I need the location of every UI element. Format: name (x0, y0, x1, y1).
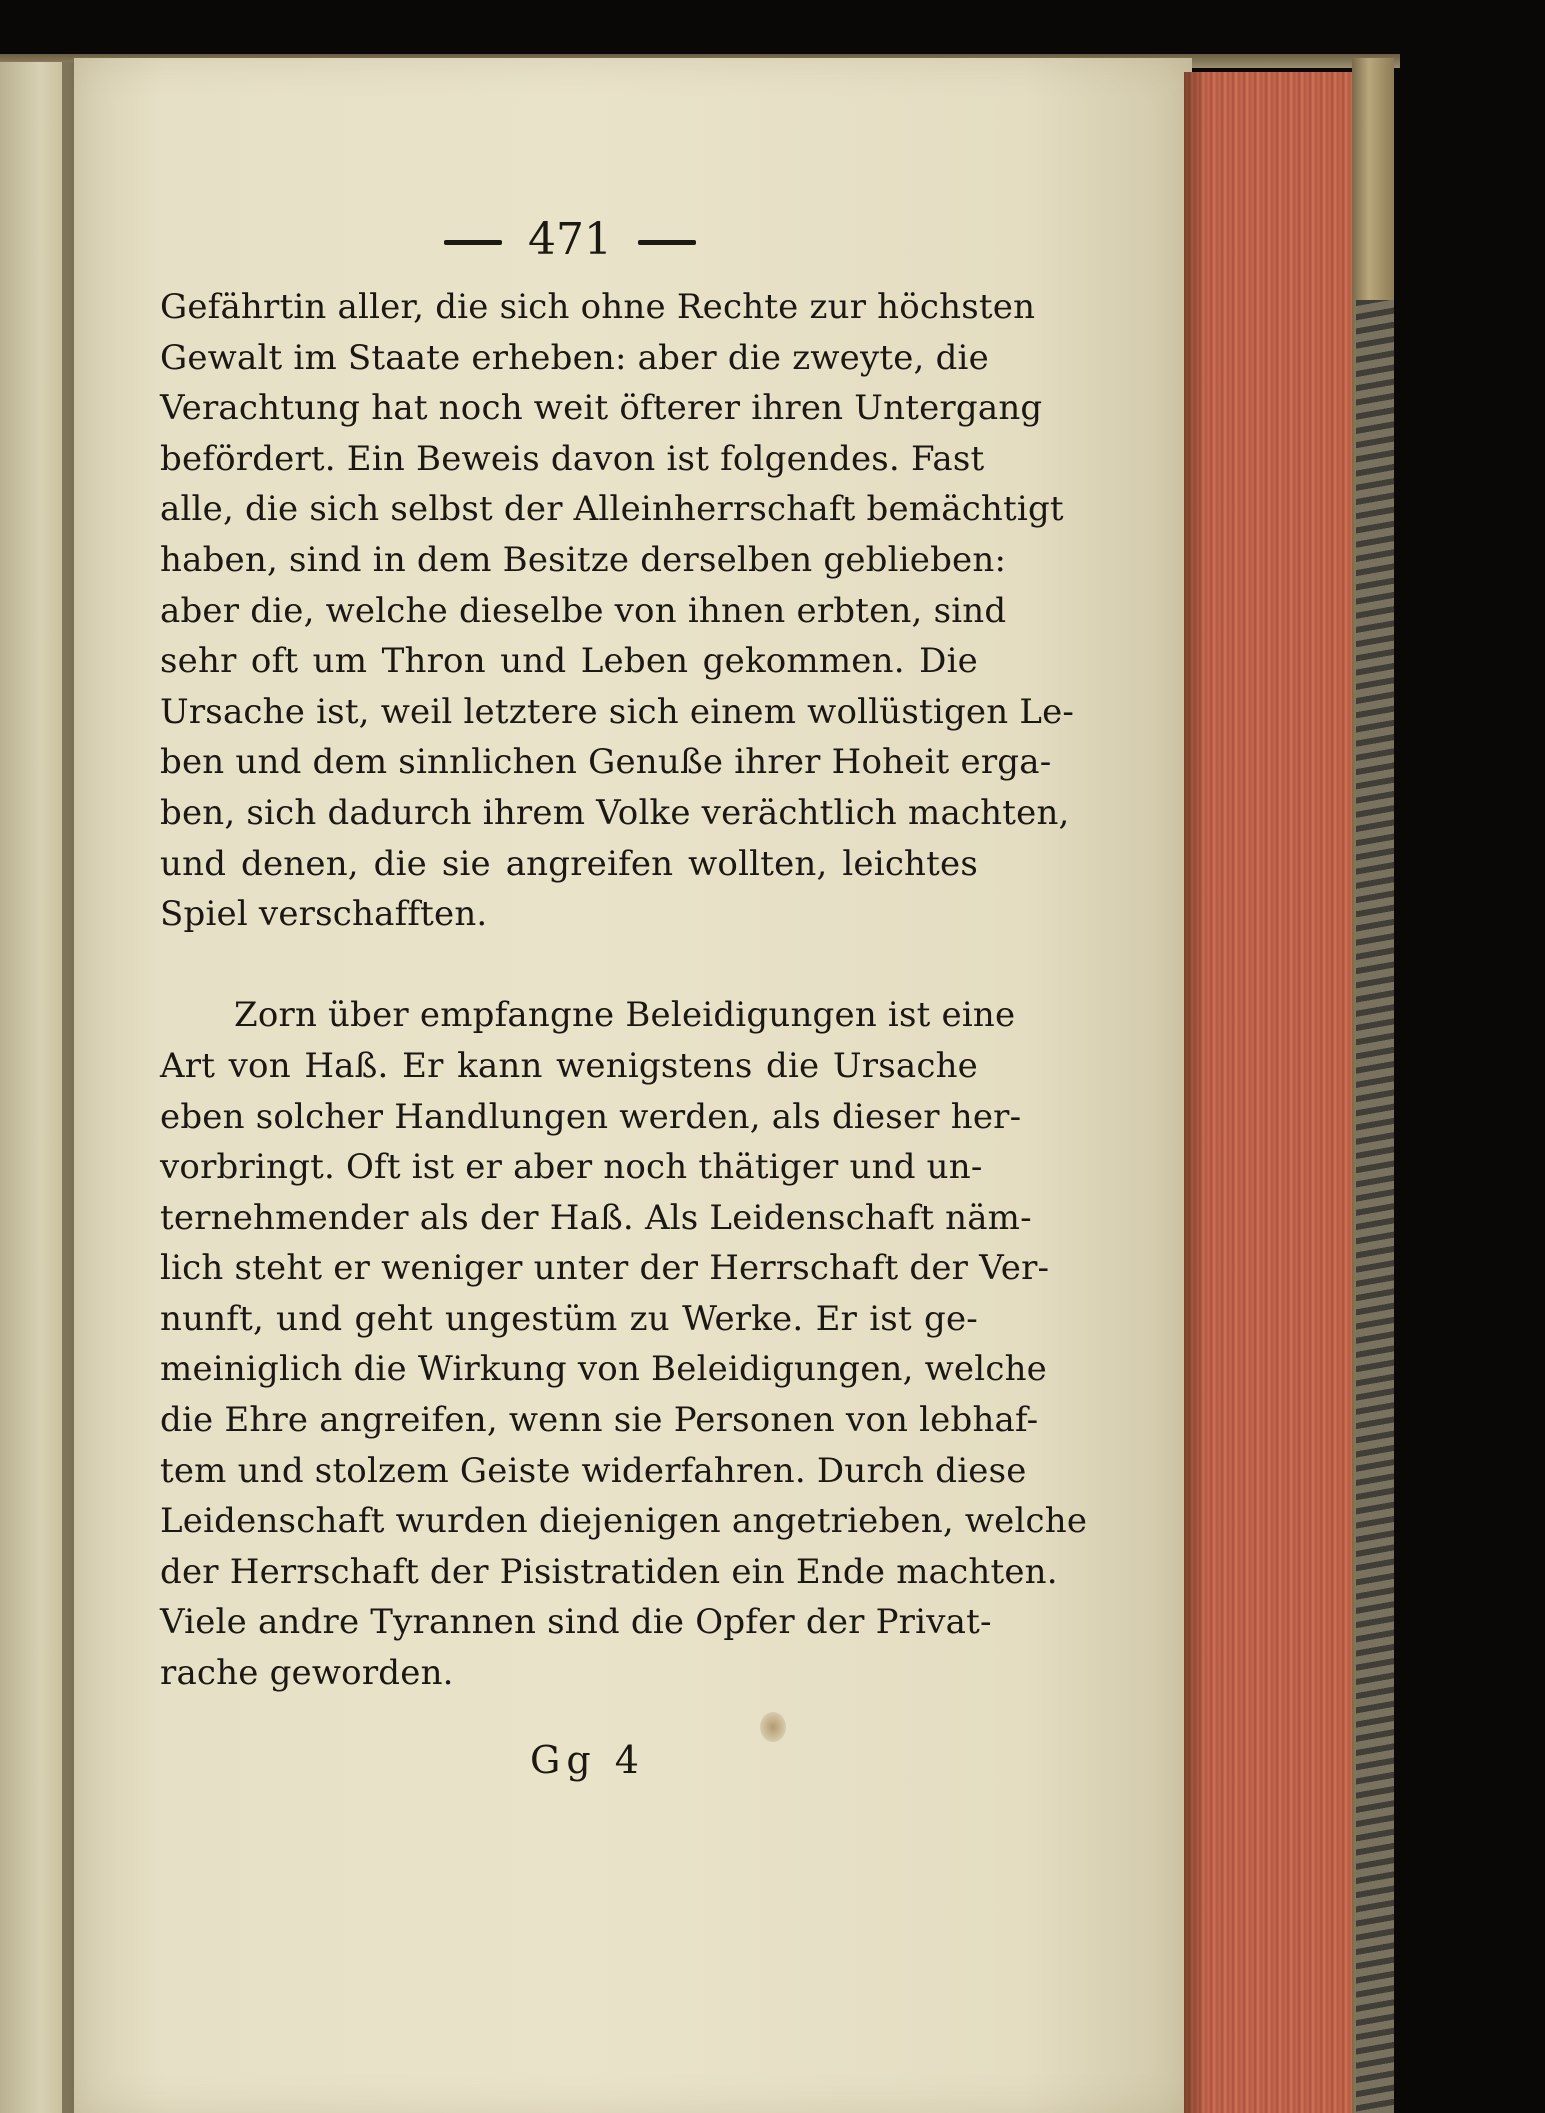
text-line: Viele andre Tyrannen sind die Opfer der Privat- (160, 1602, 992, 1643)
text-line: Gewalt im Staate erheben: aber die zweyte, die (160, 337, 989, 378)
page-block-edges (1184, 72, 1356, 2113)
text-line: nunft, und geht ungestüm zu Werke. Er ist ge- (160, 1298, 978, 1339)
header-dash-left (444, 240, 502, 245)
text-line: haben, sind in dem Besitze derselben geblieben: (160, 539, 1007, 580)
text-line: Ursache ist, weil letztere sich einem wollüstigen Le- (160, 691, 1075, 732)
text-line: der Herrschaft der Pisistratiden ein Ende machten. (160, 1551, 1058, 1592)
text-line: die Ehre angreifen, wenn sie Personen von lebhaf- (160, 1400, 1039, 1441)
marbled-cover (1356, 300, 1394, 2113)
text-line: eben solcher Handlungen werden, als dieser her- (160, 1096, 1022, 1137)
text-line: Art von Haß. Er kann wenigstens die Ursache (160, 1045, 978, 1086)
text-line: Verachtung hat noch weit öfterer ihren Untergang (160, 388, 1043, 429)
header-dash-right (638, 240, 696, 245)
text-line: Zorn über empfangne Beleidigungen ist eine (234, 995, 1016, 1036)
text-line: tem und stolzem Geiste widerfahren. Durch diese (160, 1450, 1027, 1491)
page-number: 471 (528, 214, 612, 265)
text-line: und denen, die sie angreifen wollten, leichtes (160, 843, 978, 884)
text-line: Spiel verschafften. (160, 894, 488, 935)
text-line: sehr oft um Thron und Leben gekommen. Die (160, 641, 978, 682)
text-line: vorbringt. Oft ist er aber noch thätiger und un- (160, 1147, 983, 1188)
signature-mark: Gg 4 (530, 1738, 645, 1782)
text-line: meiniglich die Wirkung von Beleidigungen, welche (160, 1349, 1047, 1390)
edge-shadow (1184, 72, 1206, 2113)
text-line: aber die, welche dieselbe von ihnen erbten, sind (160, 590, 1007, 631)
text-block (160, 282, 1088, 1699)
text-line: lich steht er weniger unter der Herrschaft der Ver- (160, 1248, 1050, 1289)
text-line: alle, die sich selbst der Alleinherrschaft bemächtigt (160, 489, 1064, 530)
text-line: ben, sich dadurch ihrem Volke verächtlich machten, (160, 792, 1070, 833)
text-line: befördert. Ein Beweis davon ist folgendes. Fast (160, 438, 985, 479)
text-line: rache geworden. (160, 1653, 454, 1694)
text-line: ben und dem sinnlichen Genuße ihrer Hoheit erga- (160, 742, 1052, 783)
text-line: Leidenschaft wurden diejenigen angetrieben, welche (160, 1501, 1088, 1542)
paragraph-gap (160, 940, 978, 991)
page-header (440, 210, 700, 270)
paper-stain (760, 1712, 786, 1742)
text-line: Gefährtin aller, die sich ohne Rechte zur höchsten (160, 287, 1036, 327)
text-line: ternehmender als der Haß. Als Leidenschaft näm- (160, 1197, 1032, 1238)
